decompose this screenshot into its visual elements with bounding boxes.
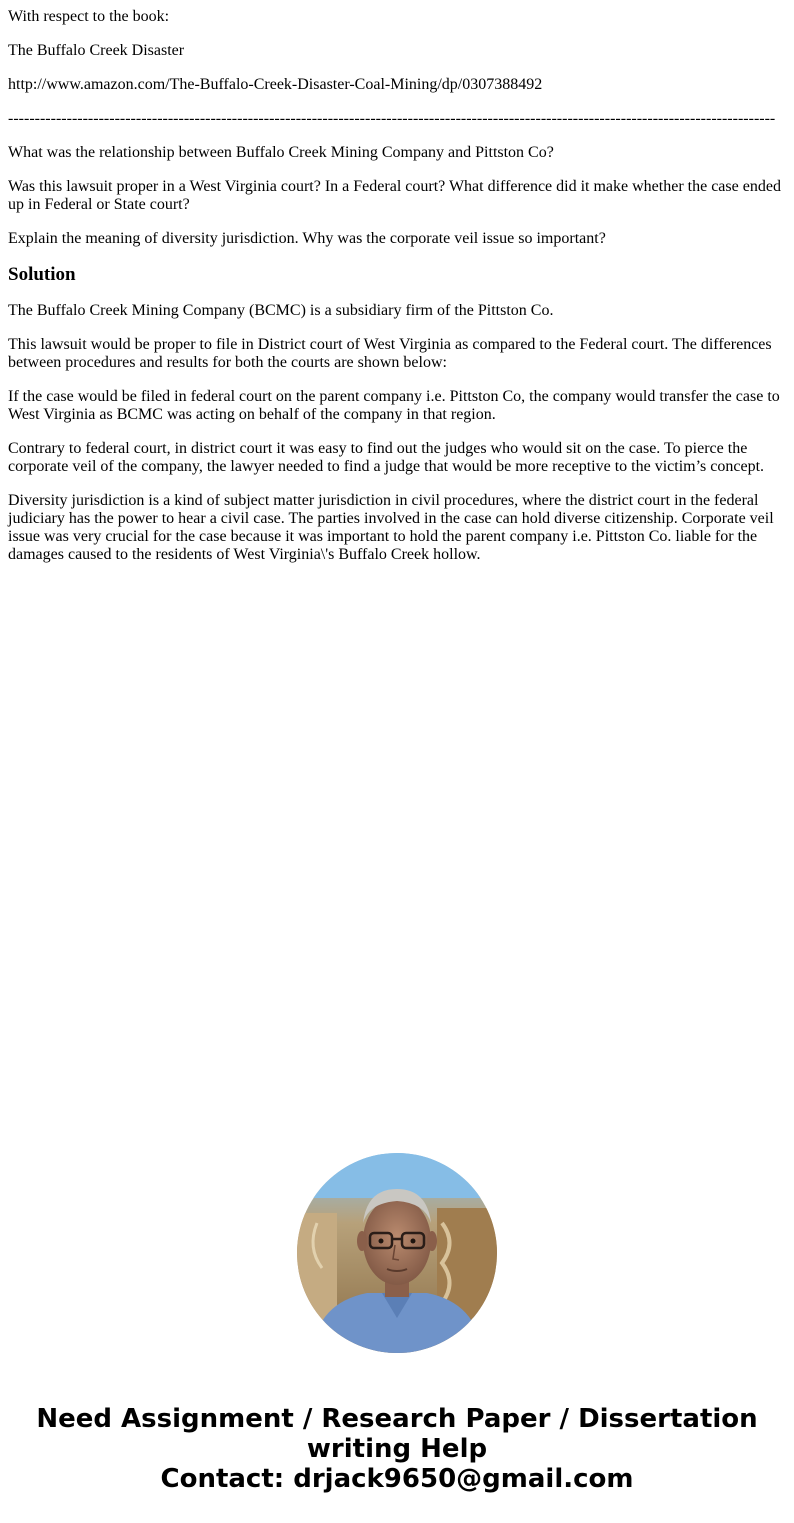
document-body xyxy=(8,0,786,564)
promo-contact: Contact: drjack9650@gmail.com xyxy=(160,1464,634,1494)
solution-heading: Solution xyxy=(8,264,76,285)
promo-line-2: writing Help xyxy=(306,1434,488,1464)
solution-paragraph-4: Contrary to federal court, in district court it was easy to find out the judges who would sit on the case. To pierce the corporate veil of the company, the lawyer needed to find a judge that would be more receptive to the victim’s concept. xyxy=(8,440,765,475)
solution-paragraph-3: If the case would be filed in federal court on the parent company i.e. Pittston Co, the company would transfer the case to West Virginia as BCMC was acting on behalf of the company in that region. xyxy=(8,388,780,423)
promo-line-1: Need Assignment / Research Paper / Dissertation xyxy=(36,1404,758,1434)
solution-paragraph-1: The Buffalo Creek Mining Company (BCMC) is a subsidiary firm of the Pittston Co. xyxy=(8,302,554,319)
solution-paragraph-5: Diversity jurisdiction is a kind of subject matter jurisdiction in civil procedures, where the district court in the federal judiciary has the power to hear a civil case. The parties involved in the case can hold diverse citizenship. Corporate veil issue was very crucial for the case because it was important to hold the parent company i.e. Pittston Co. liable for the damages caused to the residents of West Virginia\'s Buffalo Creek hollow. xyxy=(8,492,774,563)
author-photo xyxy=(297,1153,497,1353)
question-3: Explain the meaning of diversity jurisdiction. Why was the corporate veil issue so important? xyxy=(8,230,606,247)
book-link: http://www.amazon.com/The-Buffalo-Creek-Disaster-Coal-Mining/dp/0307388492 xyxy=(8,76,543,93)
divider: ------------------------------------------------------------------------------------------------------------------------------------------------ xyxy=(8,110,776,127)
book-title: The Buffalo Creek Disaster xyxy=(8,42,185,59)
intro-lead: With respect to the book: xyxy=(8,8,170,25)
solution-paragraph-2: This lawsuit would be proper to file in District court of West Virginia as compared to the Federal court. The differences between procedures and results for both the courts are shown below: xyxy=(8,336,772,371)
question-2: Was this lawsuit proper in a West Virginia court? In a Federal court? What difference did it make whether the case ended up in Federal or State court? xyxy=(8,178,781,213)
question-1: What was the relationship between Buffalo Creek Mining Company and Pittston Co? xyxy=(8,144,554,161)
contact-banner xyxy=(0,1404,794,1494)
